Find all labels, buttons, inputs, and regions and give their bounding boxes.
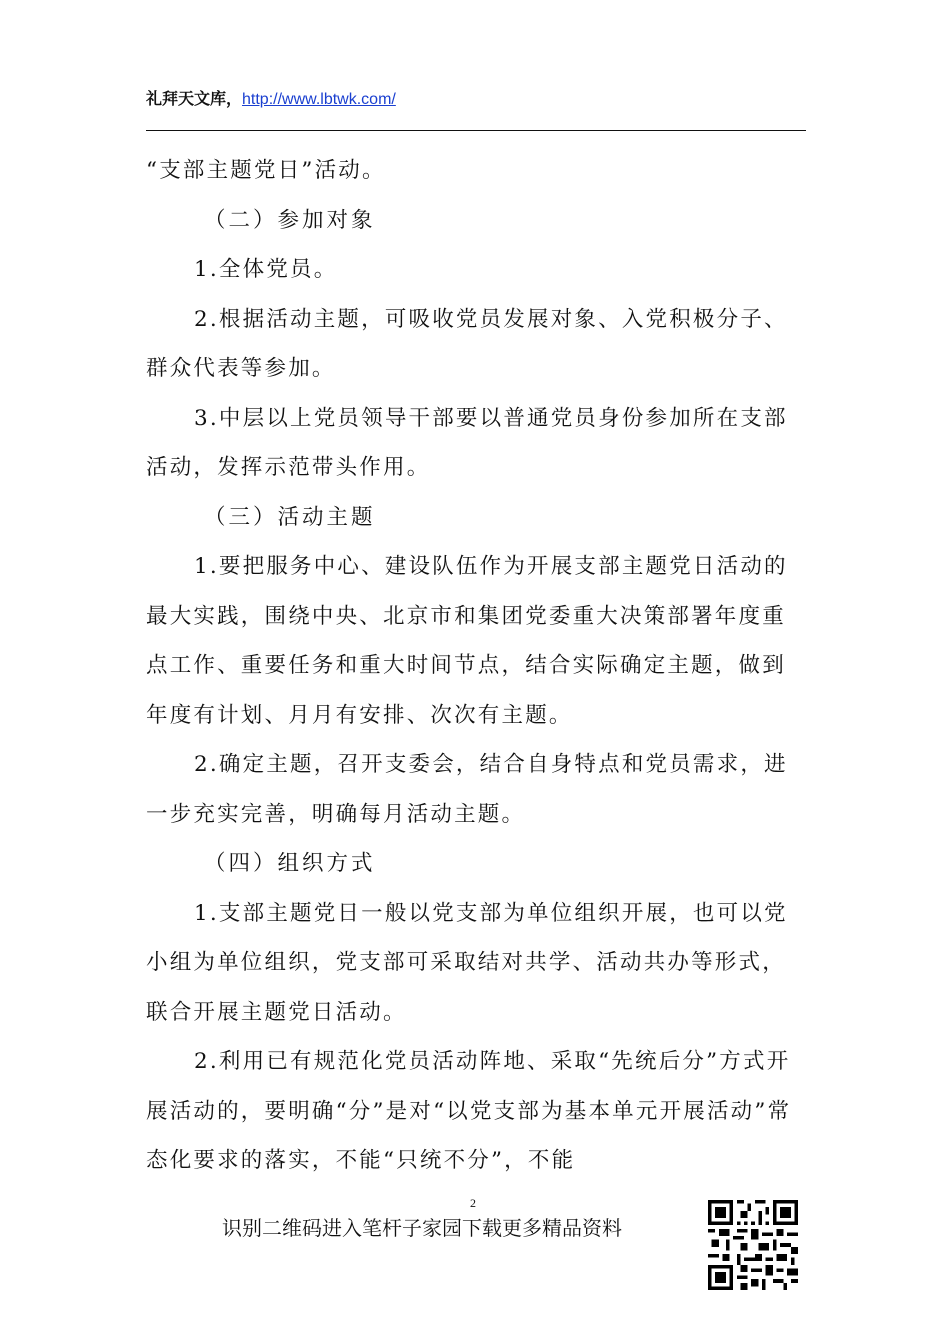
list-item: 2.根据活动主题，可吸收党员发展对象、入党积极分子、群众代表等参加。 — [146, 306, 788, 381]
page-number: 2 — [470, 1196, 476, 1210]
section-heading-theme: （三）活动主题 — [204, 504, 376, 530]
paragraph-continued: “支部主题党日”活动。 — [146, 158, 386, 183]
list-item: 2.利用已有规范化党员活动阵地、采取“先统后分”方式开展活动的，要明确“分”是对“以党支部为基本单元开展活动”常态化要求的落实，不能“只统不分”，不能 — [146, 1049, 792, 1173]
page-header — [146, 86, 806, 109]
section-heading-participants: （二）参加对象 — [204, 207, 376, 233]
list-item: 3.中层以上党员领导干部要以普通党员身份参加所在支部活动，发挥示范带头作用。 — [146, 405, 788, 480]
list-item: 2.确定主题，召开支委会，结合自身特点和党员需求，进一步充实完善，明确每月活动主题。 — [146, 752, 788, 827]
site-name: 礼拜天文库， — [146, 89, 243, 108]
header-divider — [146, 130, 806, 131]
site-url-link[interactable]: http://www.lbtwk.com/ — [242, 91, 396, 108]
list-item: 1.要把服务中心、建设队伍作为开展支部主题党日活动的最大实践，围绕中央、北京市和集团党委重大决策部署年度重点工作、重要任务和重大时间节点，结合实际确定主题，做到年度有计划、月月有安排、次次有主题。 — [146, 554, 788, 728]
list-item: 1.支部主题党日一般以党支部为单位组织开展，也可以党小组为单位组织，党支部可采取结对共学、活动共办等形式，联合开展主题党日活动。 — [146, 900, 788, 1025]
qr-code-icon[interactable] — [708, 1200, 798, 1290]
document-body — [146, 146, 806, 1186]
section-heading-organization: （四）组织方式 — [204, 851, 376, 876]
footer-promo-text: 识别二维码进入笔杆子家园下载更多精品资料 — [222, 1216, 622, 1240]
list-item: 1.全体党员。 — [194, 257, 338, 282]
